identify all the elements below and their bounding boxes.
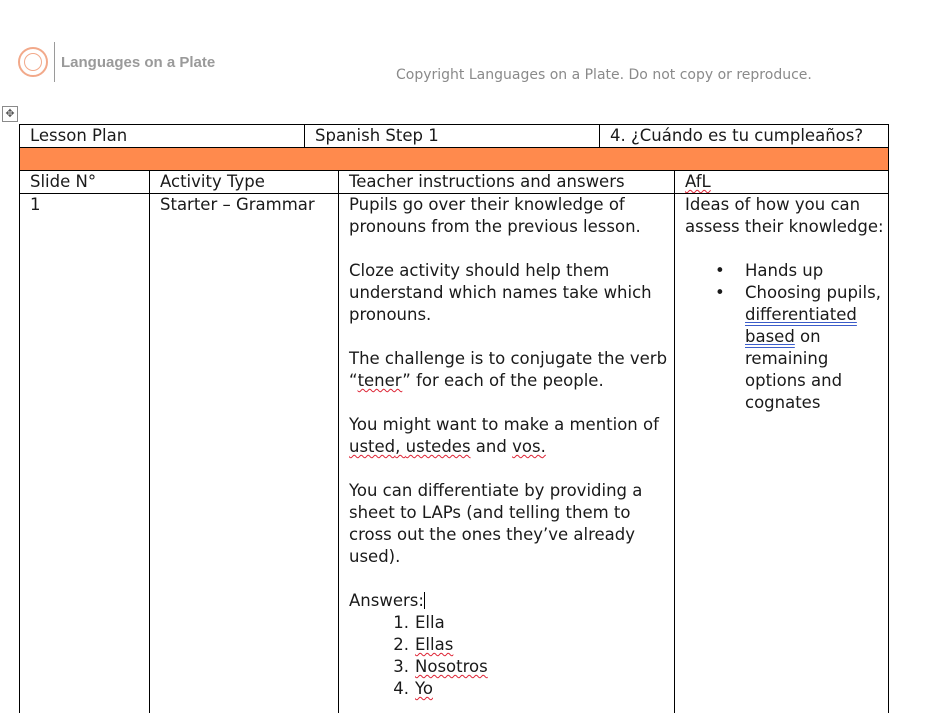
accent-band [19, 147, 889, 171]
table-move-handle-icon[interactable]: ✥ [2, 106, 18, 122]
instruction-paragraph: You can differentiate by providing a sheet to LAPs (and telling them to cross out the ones they’ve already used). [349, 481, 643, 566]
header-activity-type: Activity Type [149, 171, 338, 193]
logo-divider [54, 42, 55, 82]
table-title-row [19, 124, 889, 148]
instruction-paragraph: You might want to make a mention of usted, ustedes and vos. [349, 415, 659, 456]
logo-text: Languages on a Plate [61, 53, 216, 71]
cell-lesson-plan: Lesson Plan [30, 126, 128, 145]
header-afl: AfL [674, 171, 890, 193]
activity-type: Starter – Grammar [149, 194, 338, 713]
list-item: 1. Ella [393, 613, 445, 632]
copyright-notice: Copyright Languages on a Plate. Do not copy or reproduce. [396, 67, 812, 83]
list-item: 2. Ellas [393, 635, 454, 654]
table-row [19, 193, 889, 713]
list-item: 4. Yo [393, 679, 433, 698]
instruction-paragraph: The challenge is to conjugate the verb “tener” for each of the people. [349, 349, 668, 390]
header-slide-number: Slide N° [30, 172, 97, 191]
cell-course: Spanish Step 1 [304, 125, 599, 147]
afl-ideas[interactable] [674, 194, 890, 713]
logo [18, 42, 215, 82]
logo-plate-icon [18, 47, 48, 77]
column-header-row [19, 170, 889, 194]
answers-label: Answers: [349, 591, 424, 610]
answers-list [349, 612, 668, 700]
afl-bullet-list [685, 260, 884, 414]
header-teacher-instructions: Teacher instructions and answers [338, 171, 674, 193]
afl-intro: Ideas of how you can assess their knowledge: [685, 195, 884, 236]
list-item: 3. Nosotros [393, 657, 488, 676]
text-cursor [424, 592, 425, 609]
instruction-paragraph: Pupils go over their knowledge of pronouns from the previous lesson. [349, 195, 641, 236]
cell-unit-title: 4. ¿Cuándo es tu cumpleaños? [599, 125, 890, 147]
list-item: • Hands up [685, 260, 884, 282]
list-item: • Choosing pupils, differentiated based on remaining options and cognates [685, 282, 884, 414]
teacher-instructions[interactable] [338, 194, 674, 713]
slide-number: 1 [30, 195, 41, 214]
instruction-paragraph: Cloze activity should help them understand which names take which pronouns. [349, 261, 652, 324]
